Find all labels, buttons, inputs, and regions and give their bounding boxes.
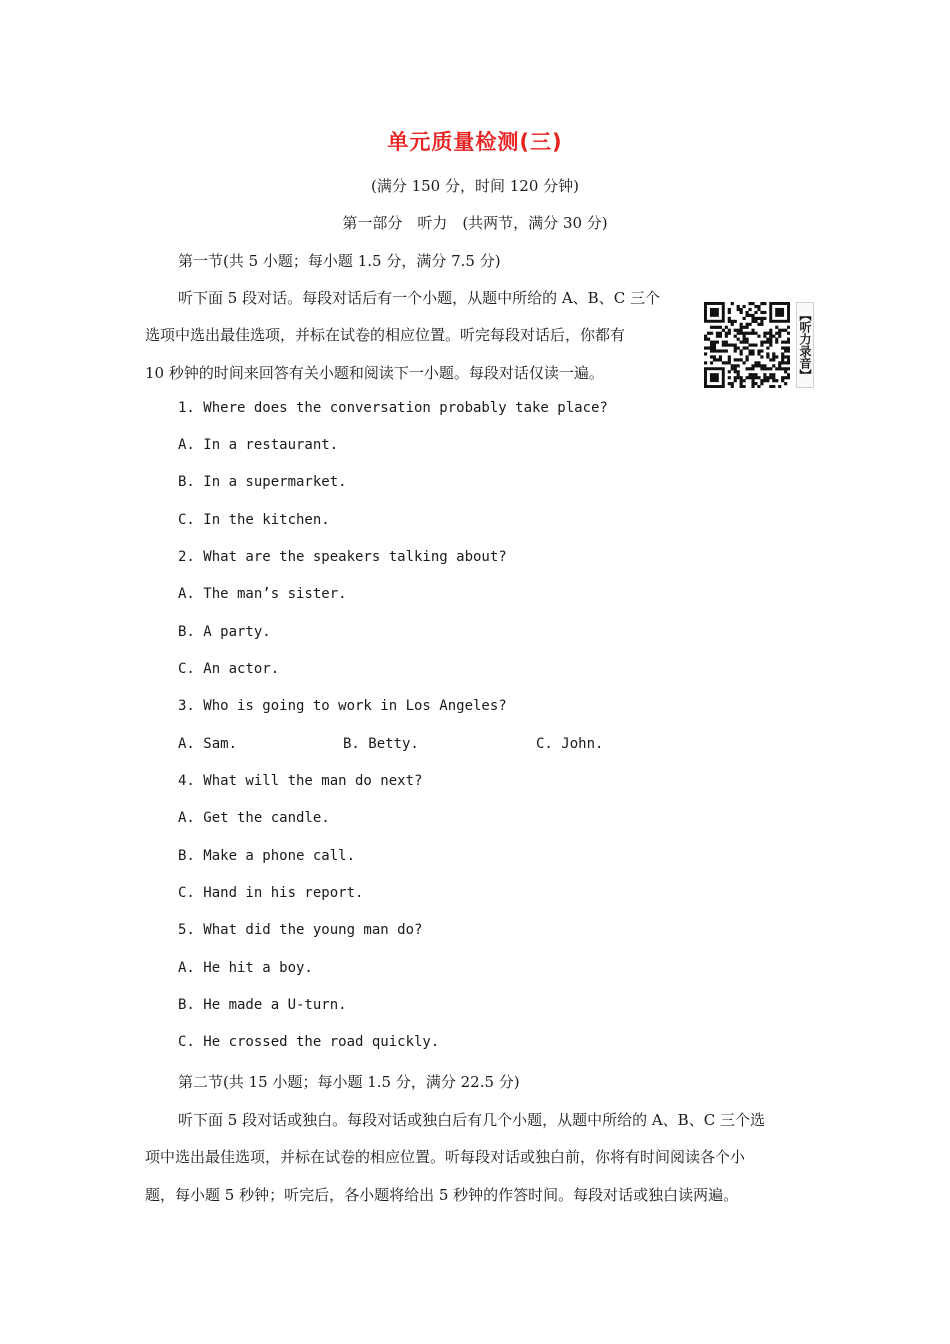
option-5b: B. He made a U-turn. [178,997,347,1013]
option-1a: A. In a restaurant. [178,437,339,453]
question-3: 3. Who is going to work in Los Angeles? [178,698,507,714]
page-title: 单元质量检测(三) [387,130,563,154]
section2-instruction-line: 听下面 5 段对话或独白。每段对话或独白后有几个小题，从题中所给的 A、B、C 三个选 [178,1111,765,1129]
option-2b: B. A party. [178,624,271,640]
option-1c: C. In the kitchen. [178,512,330,528]
question-4: 4. What will the man do next? [178,773,423,789]
question-1: 1. Where does the conversation probably take place? [178,400,608,416]
option-5a: A. He hit a boy. [178,960,313,976]
option-3c: C. John. [536,736,604,752]
section1-instruction-line: 选项中选出最佳选项，并标在试卷的相应位置。听完每段对话后，你都有 [145,326,626,344]
option-1b: B. In a supermarket. [178,474,347,490]
section2-instruction-line: 项中选出最佳选项，并标在试卷的相应位置。听每段对话或独白前，你将有时间阅读各个小 [145,1148,746,1166]
question-5: 5. What did the young man do? [178,922,423,938]
section1-instruction-line: 听下面 5 段对话。每段对话后有一个小题，从题中所给的 A、B、C 三个 [178,289,660,307]
option-4a: A. Get the candle. [178,810,330,826]
option-4b: B. Make a phone call. [178,848,356,864]
option-3a: A. Sam. [178,736,238,752]
section2-heading: 第二节(共 15 小题；每小题 1.5 分，满分 22.5 分) [178,1073,520,1091]
part1-heading: 第一部分 听力 (共两节，满分 30 分) [342,214,608,232]
option-3b: B. Betty. [343,736,419,752]
option-2c: C. An actor. [178,661,280,677]
question-2: 2. What are the speakers talking about? [178,549,507,565]
qr-code-icon[interactable] [704,302,790,388]
option-5c: C. He crossed the road quickly. [178,1034,440,1050]
qr-label: 【听力录音】 [796,302,814,388]
section1-heading: 第一节(共 5 小题；每小题 1.5 分，满分 7.5 分) [178,252,501,270]
subtitle: (满分 150 分，时间 120 分钟) [370,177,580,195]
option-2a: A. The man’s sister. [178,586,347,602]
section1-instruction-line: 10 秒钟的时间来回答有关小题和阅读下一小题。每段对话仅读一遍。 [145,364,604,382]
option-4c: C. Hand in his report. [178,885,364,901]
section2-instruction-line: 题，每小题 5 秒钟；听完后，各小题将给出 5 秒钟的作答时间。每段对话或独白读两遍。 [145,1186,739,1204]
